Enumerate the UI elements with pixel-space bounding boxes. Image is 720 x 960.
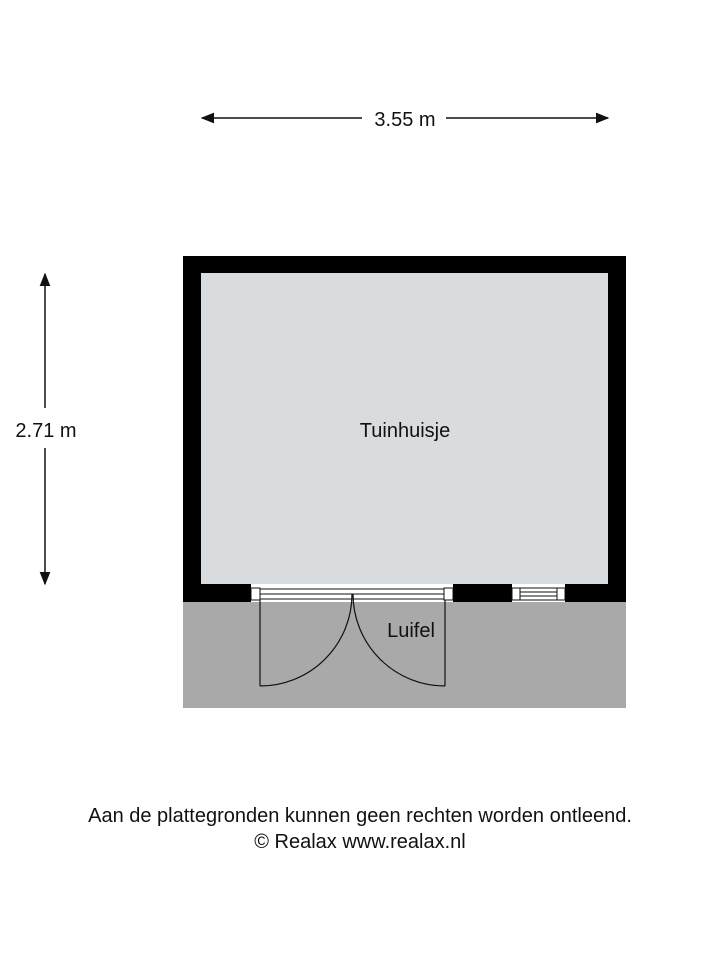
canopy-room-label: Luifel — [387, 620, 435, 642]
canopy-area — [183, 600, 626, 708]
front-wall-left — [183, 584, 251, 602]
front-wall-right — [565, 584, 626, 602]
door-frame-left — [251, 588, 260, 600]
shed-room-label: Tuinhuisje — [359, 420, 451, 442]
width-dimension-label: 3.55 m — [374, 109, 436, 131]
window — [512, 584, 565, 602]
height-dimension — [15, 274, 76, 584]
disclaimer-text: Aan de plattegronden kunnen geen rechten worden ontleend. — [88, 805, 632, 827]
front-wall-middle — [453, 584, 512, 602]
copyright-text: © Realax www.realax.nl — [254, 831, 466, 853]
height-dimension-label: 2.71 m — [15, 420, 77, 442]
width-dimension — [202, 109, 608, 131]
door-frame-right — [444, 588, 453, 600]
